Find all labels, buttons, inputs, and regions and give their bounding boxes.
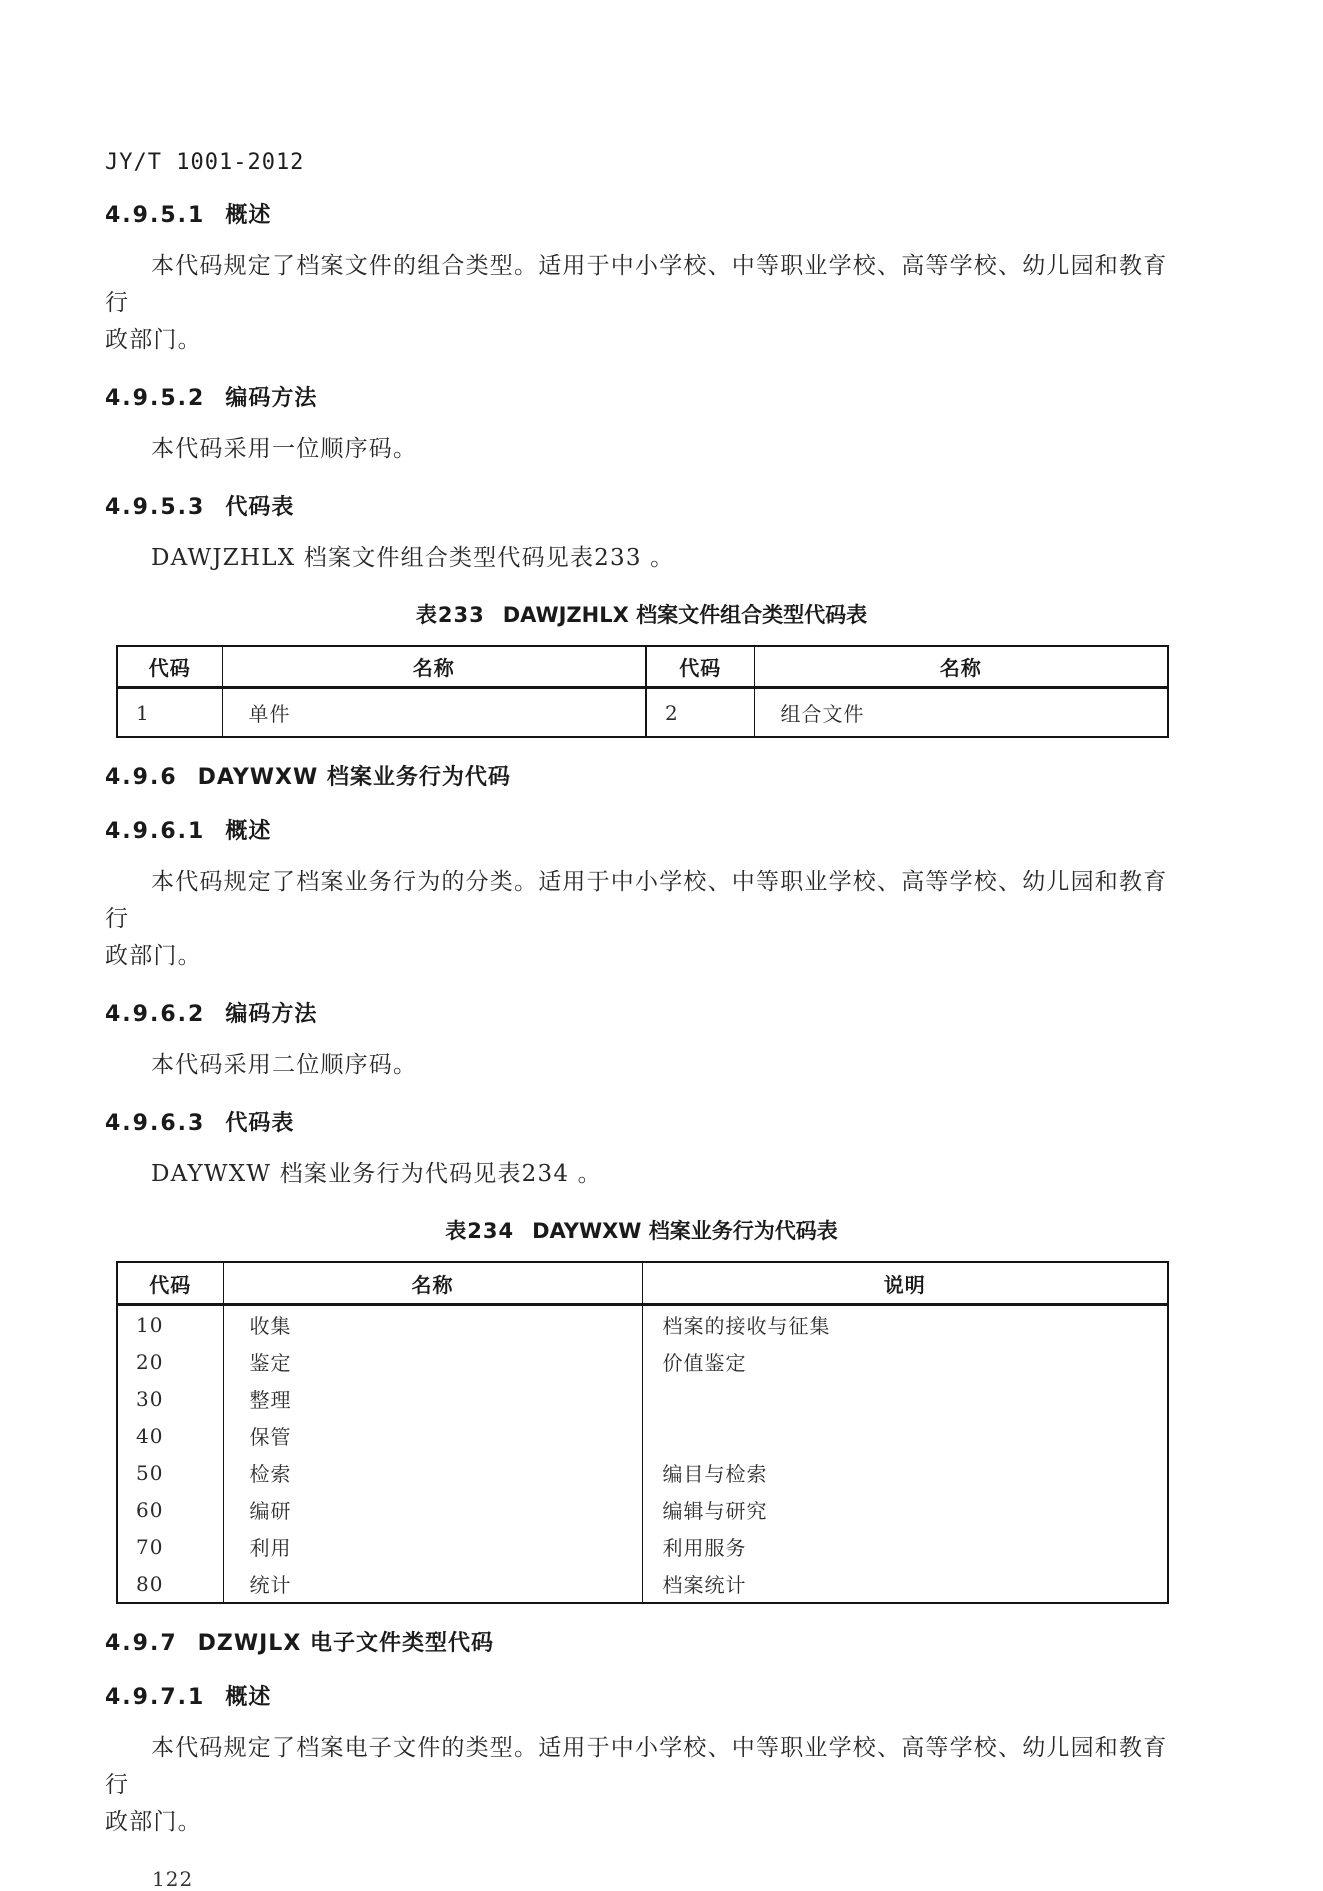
heading-number: 4.9.6.1 [105,819,206,844]
table-cell-name: 保管 [223,1417,642,1454]
heading-title: DAYWXW 档案业务行为代码 [197,765,511,790]
heading-number: 4.9.6.3 [105,1111,206,1136]
table-header-cell: 代码 [646,646,754,688]
heading-title: 编码方法 [225,386,318,411]
paragraph-line: 本代码采用一位顺序码。 [151,436,418,462]
heading-4-9-6-2 [105,1001,1187,1029]
table-cell-name: 编研 [223,1491,642,1528]
heading-4-9-6-3 [105,1110,1187,1138]
table233-caption-title: DAWJZHLX 档案文件组合类型代码表 [502,603,868,627]
table234-caption-label: 表234 [445,1219,515,1243]
heading-title: 概述 [225,819,272,844]
table-cell-desc: 利用服务 [642,1528,1168,1565]
heading-number: 4.9.6.2 [105,1002,206,1027]
table233-caption [116,601,1167,629]
table-cell-desc: 编目与检索 [642,1454,1168,1491]
table-row [117,1491,1168,1528]
table-row [117,688,1168,738]
table-cell-code: 60 [136,1497,164,1522]
table-cell-name: 整理 [223,1380,642,1417]
table-cell-name: 单件 [222,688,646,738]
paragraph-4-9-5-2 [105,431,1187,468]
table-cell-desc [642,1380,1168,1417]
heading-title: DZWJLX 电子文件类型代码 [197,1631,494,1656]
heading-title: 代码表 [225,1111,295,1136]
table233-caption-label: 表233 [415,603,485,627]
table-row [117,1528,1168,1565]
table-cell-code: 20 [136,1349,164,1374]
paragraph-line: DAYWXW 档案业务行为代码见表234 。 [151,1161,602,1187]
paragraph-4-9-5-1 [105,248,1187,359]
paragraph-line: 本代码规定了档案文件的组合类型。适用于中小学校、中等职业学校、高等学校、幼儿园和教育行 [105,253,1168,316]
table-row [117,1380,1168,1417]
table-row [117,1417,1168,1454]
table-233 [116,645,1169,738]
table-row [117,1343,1168,1380]
heading-4-9-5-3 [105,494,1187,522]
table-cell-name: 统计 [223,1565,642,1603]
heading-4-9-6 [105,764,1187,792]
paragraph-line: DAWJZHLX 档案文件组合类型代码见表233 。 [151,545,675,571]
heading-4-9-5-2 [105,385,1187,413]
heading-4-9-7 [105,1630,1187,1658]
table-cell-code: 70 [136,1534,164,1559]
heading-4-9-7-1 [105,1684,1187,1712]
table-cell-code: 80 [136,1571,164,1596]
table-cell-desc: 编辑与研究 [642,1491,1168,1528]
table-cell-code: 50 [136,1460,164,1485]
table-header-cell: 名称 [223,1262,642,1305]
heading-number: 4.9.6 [105,765,178,790]
heading-number: 4.9.5.3 [105,495,206,520]
paragraph-line: 政部门。 [105,943,202,969]
paragraph-line: 本代码规定了档案业务行为的分类。适用于中小学校、中等职业学校、高等学校、幼儿园和教育行 [105,869,1168,932]
heading-title: 概述 [225,1685,272,1710]
standard-number: JY/T 1001-2012 [105,150,305,175]
table-cell-desc [642,1417,1168,1454]
heading-title: 编码方法 [225,1002,318,1027]
paragraph-4-9-7-1 [105,1730,1187,1841]
paragraph-line: 本代码采用二位顺序码。 [151,1052,418,1078]
paragraph-line: 本代码规定了档案电子文件的类型。适用于中小学校、中等职业学校、高等学校、幼儿园和教育行 [105,1735,1168,1798]
heading-4-9-6-1 [105,818,1187,846]
table-header-cell: 说明 [642,1262,1168,1305]
paragraph-4-9-6-2 [105,1047,1187,1084]
heading-number: 4.9.7.1 [105,1685,206,1710]
heading-title: 概述 [225,203,272,228]
table-header-cell: 名称 [222,646,646,688]
table-cell-name: 检索 [223,1454,642,1491]
table-header-row [117,646,1168,688]
table234-caption-title: DAYWXW 档案业务行为代码表 [532,1219,838,1243]
table-cell-desc: 价值鉴定 [642,1343,1168,1380]
table-cell-code: 2 [646,688,754,738]
table-cell-code: 40 [136,1423,164,1448]
table-cell-code: 10 [136,1312,164,1337]
table-header-row [117,1262,1168,1305]
table-cell-name: 利用 [223,1528,642,1565]
table-cell-desc: 档案统计 [642,1565,1168,1603]
table-cell-code: 30 [136,1386,164,1411]
paragraph-line: 政部门。 [105,327,202,353]
paragraph-4-9-6-1 [105,864,1187,975]
table-header-cell: 代码 [117,1262,223,1305]
table-header-cell: 名称 [754,646,1168,688]
heading-number: 4.9.5.2 [105,386,206,411]
heading-number: 4.9.7 [105,1631,178,1656]
paragraph-line: 政部门。 [105,1809,202,1835]
paragraph-4-9-5-3 [105,540,1187,577]
page-number: 122 [152,1867,194,1891]
table-cell-name: 鉴定 [223,1343,642,1380]
table234-caption [116,1217,1167,1245]
table-row [117,1565,1168,1603]
table-header-cell: 代码 [117,646,222,688]
table-cell-name: 收集 [223,1305,642,1344]
paragraph-4-9-6-3 [105,1156,1187,1193]
heading-title: 代码表 [225,495,295,520]
table-cell-desc: 档案的接收与征集 [642,1305,1168,1344]
table-row [117,1454,1168,1491]
heading-number: 4.9.5.1 [105,203,206,228]
table-234 [116,1261,1169,1604]
table-cell-code: 1 [136,700,150,725]
table-cell-name: 组合文件 [754,688,1168,738]
table-row [117,1305,1168,1344]
heading-4-9-5-1 [105,202,1187,230]
